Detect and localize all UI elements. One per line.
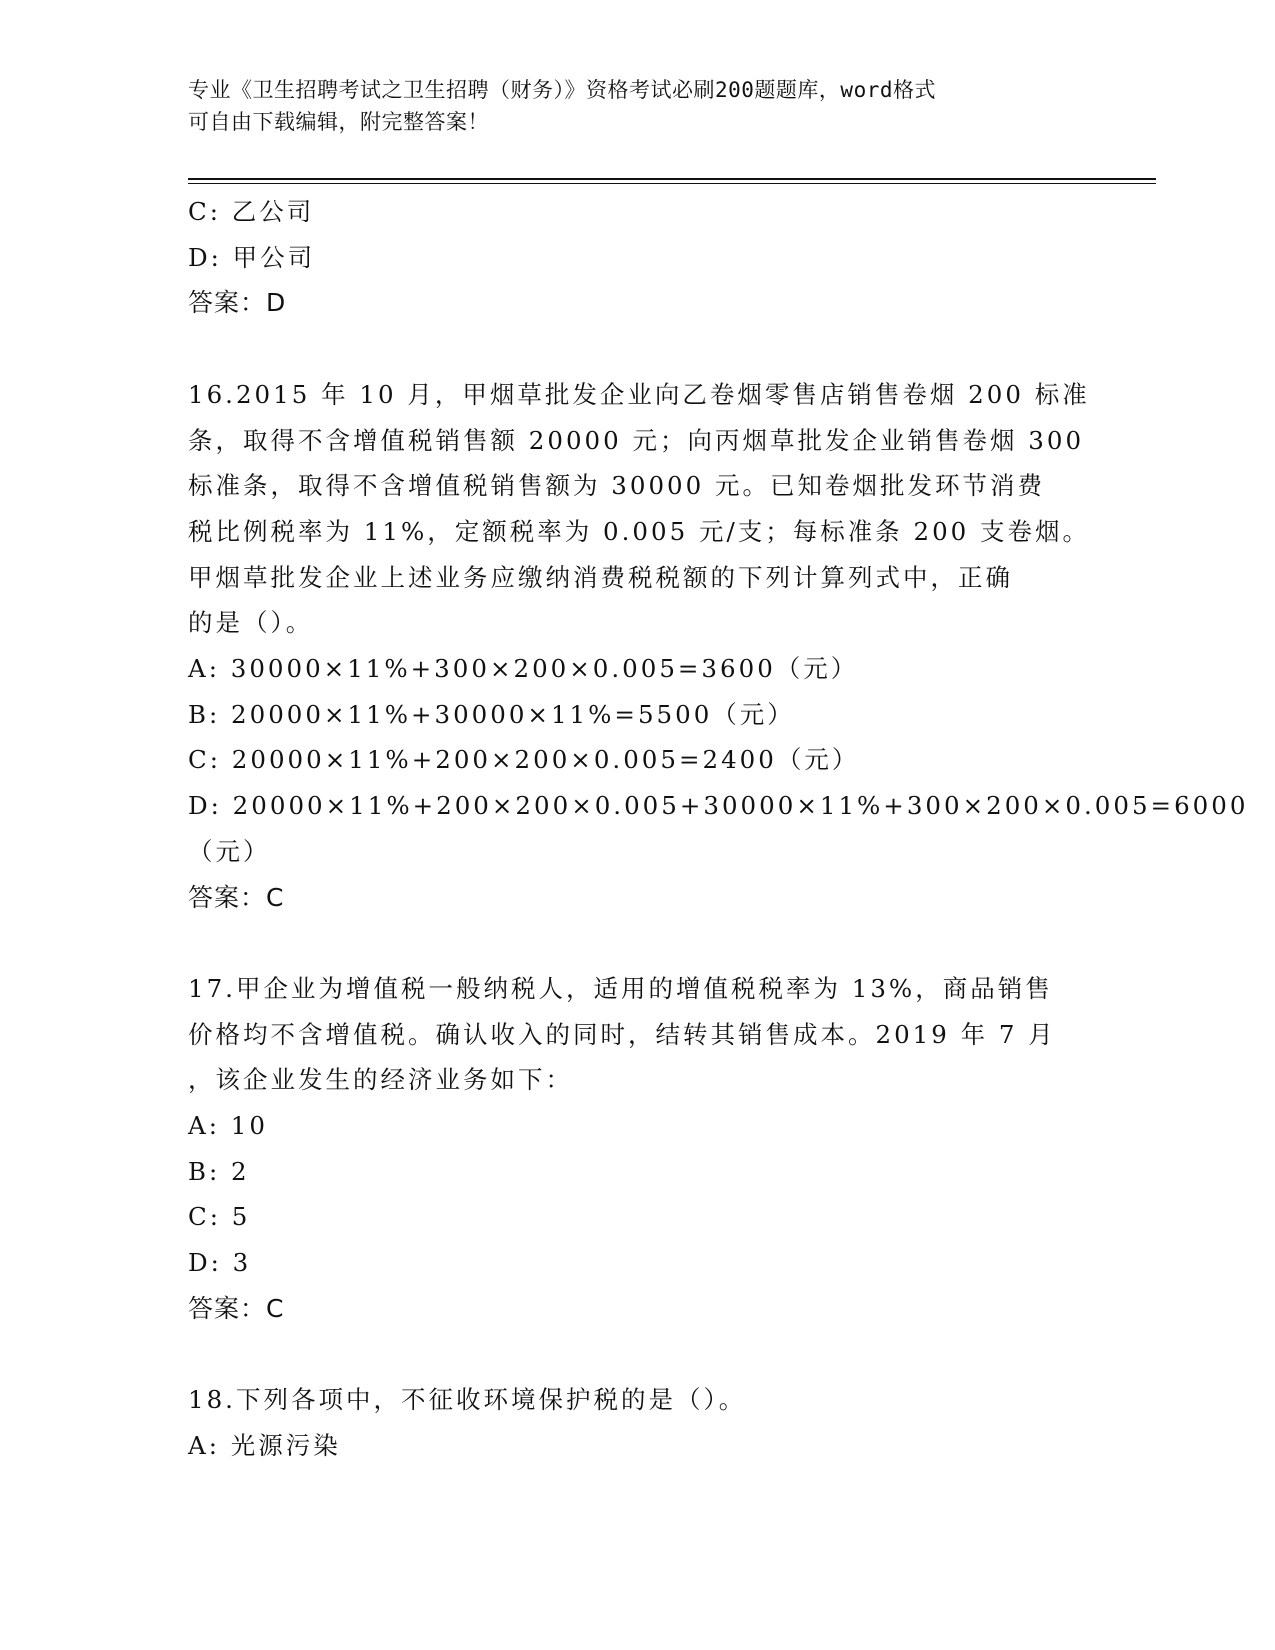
header-line-2: 可自由下载编辑，附完整答案！ — [188, 110, 489, 134]
question-stem-line: 甲烟草批发企业上述业务应缴纳消费税税额的下列计算列式中，正确 — [188, 562, 1013, 592]
question-16 — [188, 372, 1249, 920]
header-rule-thick — [188, 178, 1156, 180]
question-stem-line: 的是（）。 — [188, 608, 314, 638]
option-b: B: 2 — [188, 1156, 250, 1186]
answer-line: 答案：C — [188, 882, 285, 912]
spacer — [188, 326, 1088, 372]
document-body — [188, 189, 1249, 1469]
question-stem-line: 16.2015 年 10 月，甲烟草批发企业向乙卷烟零售店销售卷烟 200 标准 — [188, 379, 1090, 409]
spacer — [188, 920, 1088, 966]
page-header — [188, 74, 1088, 138]
question-stem-line: 价格均不含增值税。确认收入的同时，结转其销售成本。2019 年 7 月 — [188, 1019, 1056, 1049]
option-d: D: 3 — [188, 1248, 252, 1278]
question-stem-line: 18.下列各项中，不征收环境保护税的是（）。 — [188, 1385, 747, 1415]
option-a: A: 30000×11%+300×200×0.005=3600（元） — [188, 654, 859, 684]
question-15-tail — [188, 189, 1088, 326]
question-stem-line: 17.甲企业为增值税一般纳税人，适用的增值税税率为 13%，商品销售 — [188, 973, 1053, 1003]
header-rule-thin — [188, 183, 1156, 184]
option-d-continued: （元） — [188, 836, 271, 866]
option-d: D: 20000×11%+200×200×0.005+30000×11%+300×200×0.005=6000 — [188, 791, 1249, 821]
question-17 — [188, 966, 1088, 1332]
answer-line: 答案：C — [188, 1293, 285, 1323]
answer-line: 答案：D — [188, 288, 287, 318]
question-18 — [188, 1377, 1088, 1468]
option-d: D: 甲公司 — [188, 242, 316, 272]
question-stem-line: ，该企业发生的经济业务如下： — [188, 1065, 573, 1095]
question-stem-line: 标准条，取得不含增值税销售额为 30000 元。已知卷烟批发环节消费 — [188, 471, 1046, 501]
option-c: C: 20000×11%+200×200×0.005=2400（元） — [188, 745, 860, 775]
spacer — [188, 1332, 1088, 1378]
option-b: B: 20000×11%+30000×11%=5500（元） — [188, 699, 795, 729]
option-c: C: 5 — [188, 1202, 251, 1232]
header-line-1: 专业《卫生招聘考试之卫生招聘（财务）》资格考试必刷200题题库，word格式 — [188, 78, 936, 102]
question-stem-line: 条，取得不含增值税销售额 20000 元；向丙烟草批发企业销售卷烟 300 — [188, 425, 1085, 455]
option-a: A: 10 — [188, 1111, 268, 1141]
option-c: C: 乙公司 — [188, 197, 315, 226]
option-a: A: 光源污染 — [188, 1430, 341, 1460]
question-stem-line: 税比例税率为 11%，定额税率为 0.005 元/支；每标准条 200 支卷烟。 — [188, 516, 1091, 546]
